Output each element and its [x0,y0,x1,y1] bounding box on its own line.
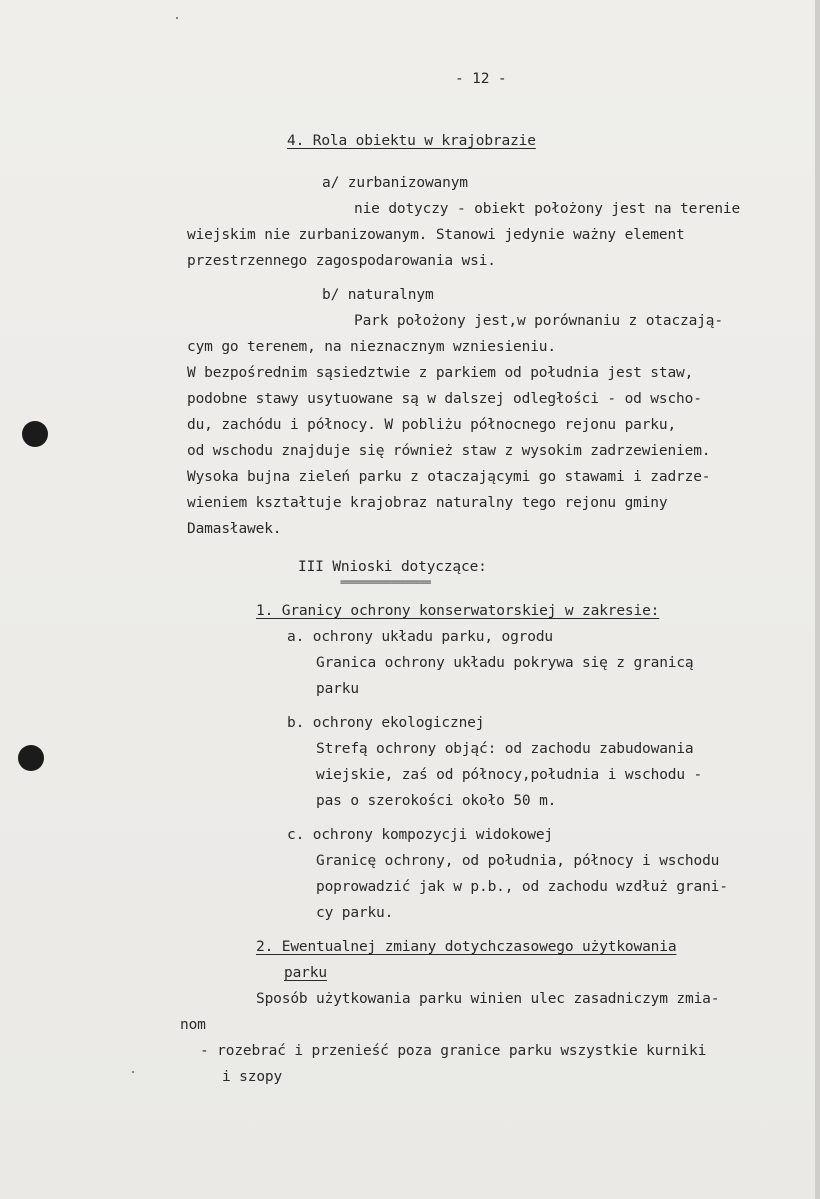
text-line: 2. Ewentualnej zmiany dotychczasowego użytkowania [256,939,677,955]
text-line: b. ochrony ekologicznej [287,715,485,731]
text-line: Sposób użytkowania parku winien ulec zasadniczym zmia- [256,991,720,1007]
text-line: a/ zurbanizowanym [322,175,468,191]
page-number: - 12 - [455,71,507,87]
text-line: b/ naturalnym [322,287,434,303]
text-line: c. ochrony kompozycji widokowej [287,827,553,843]
text-line: W bezpośrednim sąsiedztwie z parkiem od południa jest staw, [187,365,694,381]
text-line: cym go terenem, na nieznacznym wzniesieniu. [187,339,556,355]
text-line: wiejskie, zaś od północy,południa i wschodu - [316,767,703,783]
text-line: parku [284,965,327,981]
text-line: Wysoka bujna zieleń parku z otaczającymi go stawami i zadrze- [187,469,711,485]
punch-hole-bottom [18,745,44,771]
text-line: nom [180,1017,206,1033]
text-line: poprowadzić jak w p.b., od zachodu wzdłuż grani- [316,879,728,895]
text-line: nie dotyczy - obiekt położony jest na terenie [354,201,741,217]
text-line: 4. Rola obiektu w krajobrazie [287,133,536,149]
text-line: podobne stawy usytuowane są w dalszej odległości - od wscho- [187,391,702,407]
page-edge-shadow [815,0,820,1199]
text-line: wieniem kształtuje krajobraz naturalny tego rejonu gminy [187,495,668,511]
text-line: Park położony jest,w porównaniu z otaczają- [354,313,723,329]
paper-speck [176,17,178,19]
text-line: Strefą ochrony objąć: od zachodu zabudowania [316,741,694,757]
punch-hole-top [22,421,48,447]
text-line: od wschodu znajduje się również staw z wysokim zadrzewieniem. [187,443,711,459]
text-line: przestrzennego zagospodarowania wsi. [187,253,496,269]
text-line: wiejskim nie zurbanizowanym. Stanowi jedynie ważny element [187,227,685,243]
text-line: Granica ochrony układu pokrywa się z granicą [316,655,694,671]
text-line: cy parku. [316,905,394,921]
text-line: Granicę ochrony, od południa, północy i wschodu [316,853,720,869]
text-line: du, zachódu i północy. W pobliżu północnego rejonu parku, [187,417,677,433]
heading-double-underline: ================== [340,577,431,588]
text-line: pas o szerokości około 50 m. [316,793,557,809]
text-line: parku [316,681,359,697]
text-line: Damasławek. [187,521,282,537]
text-line: i szopy [222,1069,283,1085]
paper-speck [132,1071,134,1073]
text-line: a. ochrony układu parku, ogrodu [287,629,553,645]
text-line: - rozebrać i przenieść poza granice parku wszystkie kurniki [200,1043,707,1059]
text-line: III Wnioski dotyczące: [298,559,487,575]
text-line: 1. Granicy ochrony konserwatorskiej w zakresie: [256,603,660,619]
